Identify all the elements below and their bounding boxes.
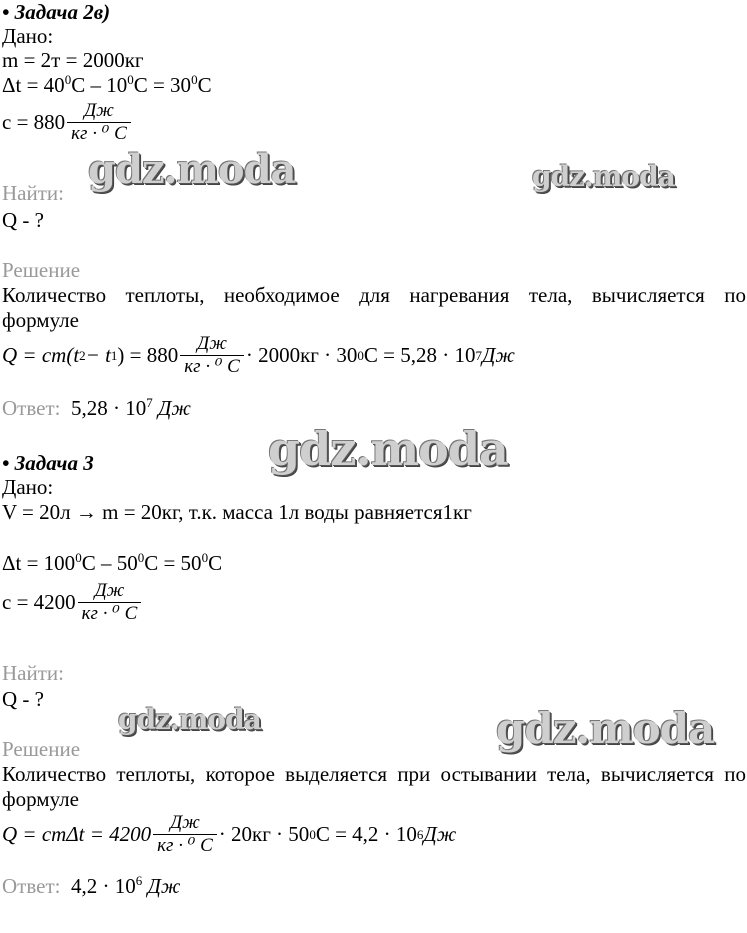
task3-specific-heat: с = 4200 $\frac{Дж}{\text{кг · ⁰ С}}$ (2, 580, 143, 625)
task3-answer: Ответ: $4,2 \cdot 10^6$ Дж (2, 873, 181, 898)
task3-solution-text: Количество теплоты, которое выделяется при остывании тела, вычисляется по (2, 762, 746, 786)
task2-heading: • Задача 2в) (2, 0, 111, 24)
task2-solution-text: Количество теплоты, необходимое для нагревания тела, вычисляется по (2, 283, 746, 307)
task3-formula: Q = cmΔt = 4200 $\frac{Дж}{\text{кг · ⁰ С}}$ · 20кг · 50 0 С = 4,2 · 10 6 Дж (2, 812, 457, 856)
task3-unknown: Q - ? (2, 687, 44, 711)
task2-specific-heat: с = 880 $\frac{Дж}{\text{кг · ⁰ С}}$ (2, 100, 133, 145)
task2-answer: Ответ: $5,28 \cdot 10^7$ Дж (2, 395, 191, 420)
task3-solution-label: Решение (2, 737, 81, 761)
task2-unknown: Q - ? (2, 208, 44, 232)
task2-solution-label: Решение (2, 258, 81, 282)
task3-find-label: Найти: (2, 661, 64, 685)
watermark-logo: gdz.moda (88, 146, 296, 193)
task3-heading: • Задача 3 (2, 451, 94, 475)
task2-solution-text-2: формуле (2, 308, 79, 332)
watermark-logo: gdz.moda (268, 422, 508, 476)
task2-delta-t: $\Delta t = 40^0С - 10^0С = 30^0С$ (2, 72, 212, 97)
task3-volume: V = 20л → m = 20кг, т.к. масса 1л воды равняется1кг (2, 500, 472, 524)
watermark-logo: gdz.moda (118, 703, 261, 736)
watermark-logo: gdz.moda (532, 160, 675, 193)
task3-given-label: Дано: (2, 475, 54, 499)
task3-solution-text-2: формуле (2, 787, 79, 811)
task2-given-label: Дано: (2, 24, 54, 48)
task2-mass: m = 2т = 2000кг (2, 48, 144, 72)
task3-delta-t: $\Delta t = 100^0С - 50^0С = 50^0С$ (2, 550, 223, 575)
task2-find-label: Найти: (2, 181, 64, 205)
watermark-logo: gdz.moda (496, 704, 715, 753)
task2-formula: Q = cm(t 2 − t 1 ) = 880 $\frac{Дж}{\text{кг · ⁰ С}}$ · 2000кг · 30 0 С = 5,28 · 10 7 Дж (2, 333, 515, 377)
